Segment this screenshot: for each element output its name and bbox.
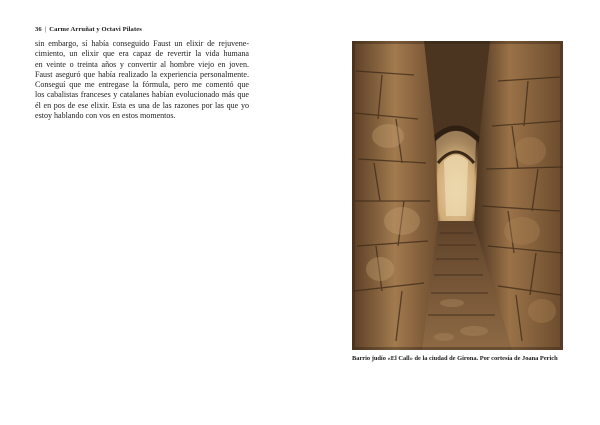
body-line: cimiento, un elixir que era capaz de revertir la vida humana <box>35 49 249 59</box>
body-paragraph <box>35 39 249 121</box>
body-line: los cabalistas franceses y catalanes habían evolucionado más que <box>35 90 249 100</box>
body-line: él en pos de ese elixir. Esta es una de las razones por las que yo <box>35 100 249 110</box>
running-head-separator: | <box>44 26 47 33</box>
alley-photo <box>352 41 563 350</box>
running-head <box>35 26 142 33</box>
page-number: 36 <box>35 26 42 33</box>
body-line: Faust aseguró que había realizado la experiencia personalmente. <box>35 69 249 79</box>
alley-photo-illustration <box>352 41 563 350</box>
body-line: Conseguí que me entregase la fórmula, pero me comentó que <box>35 80 249 90</box>
body-line: en veinte o treinta años y convertir al hombre viejo en joven. <box>35 59 249 69</box>
photo-caption: Barrio judío «El Call» de la ciudad de Girona. Por cortesía de Joana Perich <box>352 355 558 362</box>
body-line: sin embargo, sí había conseguido Faust un elixir de rejuvene- <box>35 39 249 48</box>
running-head-authors: Carme Arruñat y Octavi Pilates <box>49 26 142 33</box>
body-line: estoy hablando con vos en estos momentos. <box>35 111 176 121</box>
